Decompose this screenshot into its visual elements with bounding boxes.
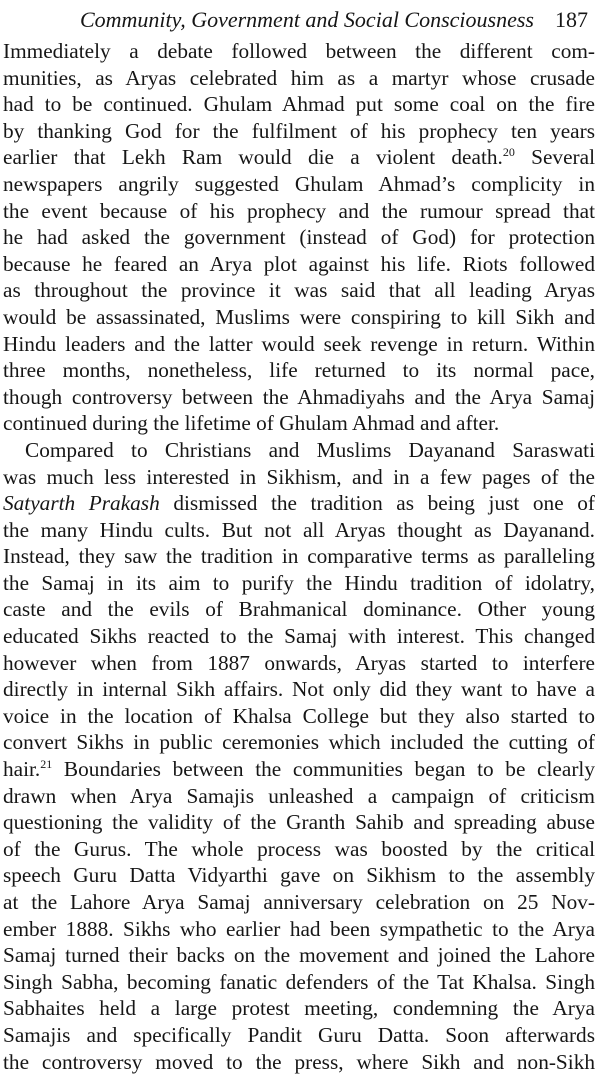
text-line: as throughout the province it was said that all leading Aryas xyxy=(3,278,595,303)
text-line: he had asked the government (instead of God) for protection xyxy=(3,225,595,250)
text-line: by thanking God for the fulfilment of his prophecy ten years xyxy=(3,118,595,143)
page-number: 187 xyxy=(555,7,588,32)
text-line: drawn when Arya Samajis unleashed a campaign of criticism xyxy=(3,783,595,808)
text-line: Compared to Christians and Muslims Dayanand Saraswati xyxy=(25,437,595,462)
text-line: however when from 1887 onwards, Aryas started to interfere xyxy=(3,650,595,675)
text-line: hair.$^{21}$ Boundaries between the communities began to be clearly xyxy=(3,757,595,782)
text-line: convert Sikhs in public ceremonies which included the cutting of xyxy=(3,730,595,755)
text-line: Sabhaites held a large protest meeting, condemning the Arya xyxy=(3,996,595,1021)
text-line: the many Hindu cults. But not all Aryas thought as Dayanand. xyxy=(3,517,595,542)
text-line: voice in the location of Khalsa College but they also started to xyxy=(3,703,595,728)
running-title: Community, Government and Social Consciousness xyxy=(79,7,534,32)
text-line: three months, nonetheless, life returned to its normal pace, xyxy=(3,358,595,383)
text-line: continued during the lifetime of Ghulam Ahmad and after. xyxy=(3,411,500,436)
text-line: of the Gurus. The whole process was boosted by the critical xyxy=(3,836,595,861)
text-line: Immediately a debate followed between the different com- xyxy=(3,39,595,63)
text-line: Hindu leaders and the latter would seek revenge in return. Within xyxy=(3,331,595,356)
text-line: ember 1888. Sikhs who earlier had been sympathetic to the Arya xyxy=(3,916,595,941)
running-header xyxy=(0,4,596,36)
text-line: Samaj turned their backs on the movement and joined the Lahore xyxy=(3,943,595,968)
text-line: the Samaj in its aim to purify the Hindu tradition of idolatry, xyxy=(3,570,595,595)
text-line: questioning the validity of the Granth Sahib and spreading abuse xyxy=(3,810,595,835)
footnote-marker[interactable]: 21 xyxy=(40,757,53,772)
text-line: had to be continued. Ghulam Ahmad put some coal on the fire xyxy=(3,92,595,117)
text-line: was much less interested in Sikhism, and in a few pages of the xyxy=(3,464,595,489)
text-line: caste and the evils of Brahmanical dominance. Other young xyxy=(3,597,595,622)
book-title: Satyarth Prakash xyxy=(3,491,160,516)
text-line: earlier that Lekh Ram would die a violent death.$^{20}$ Several xyxy=(3,145,595,170)
text-line: munities, as Aryas celebrated him as a martyr whose crusade xyxy=(3,65,595,90)
text-line: at the Lahore Arya Samaj anniversary celebration on 25 Nov- xyxy=(3,890,595,914)
text-line: would be assassinated, Muslims were conspiring to kill Sikh and xyxy=(3,304,595,329)
text-line: speech Guru Datta Vidyarthi gave on Sikhism to the assembly xyxy=(3,863,595,888)
text-line: the event because of his prophecy and the rumour spread that xyxy=(3,198,595,223)
text-line: directly in internal Sikh affairs. Not only did they want to have a xyxy=(3,677,595,702)
text-line: though controversy between the Ahmadiyahs and the Arya Samaj xyxy=(3,384,595,409)
text-line: because he feared an Arya plot against his life. Riots followed xyxy=(3,251,595,276)
text-line: Singh Sabha, becoming fanatic defenders of the Tat Khalsa. Singh xyxy=(3,969,595,994)
text-line: Satyarth Prakash dismissed the tradition as being just one of xyxy=(3,491,595,516)
text-line: Instead, they saw the tradition in comparative terms as paralleling xyxy=(3,544,595,569)
text-line: the controversy moved to the press, where Sikh and non-Sikh xyxy=(3,1049,595,1074)
text-line: Samajis and specifically Pandit Guru Datta. Soon afterwards xyxy=(3,1022,595,1047)
text-line: educated Sikhs reacted to the Samaj with interest. This changed xyxy=(3,624,595,649)
text-line: newspapers angrily suggested Ghulam Ahmad’s complicity in xyxy=(3,171,595,196)
footnote-marker[interactable]: 20 xyxy=(502,145,515,160)
body-text xyxy=(3,38,595,1075)
